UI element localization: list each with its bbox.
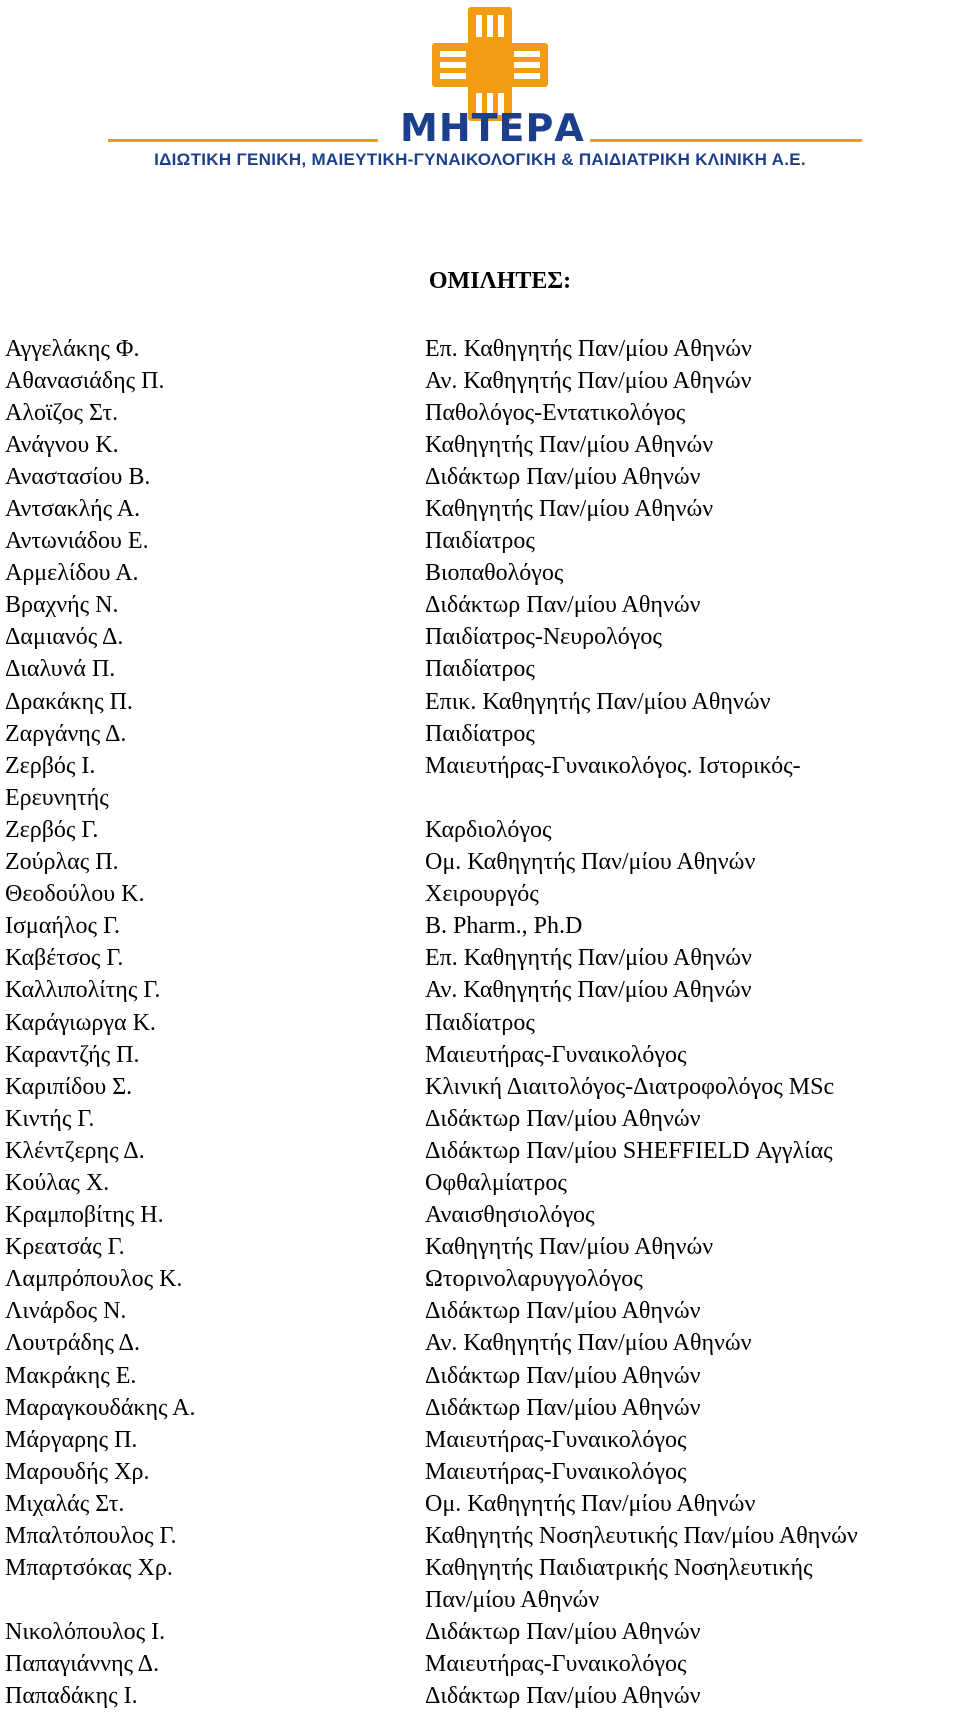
speaker-row	[5, 750, 960, 782]
speaker-name: Δρακάκης Π.	[5, 688, 133, 715]
speaker-row	[5, 1232, 960, 1264]
speaker-row	[5, 1520, 960, 1552]
speaker-name: Παπαδάκης Ι.	[5, 1683, 138, 1710]
speaker-title: Καθηγητής Παν/μίου Αθηνών	[425, 1234, 714, 1261]
speaker-title: Διδάκτωρ Παν/μίου Αθηνών	[425, 463, 701, 490]
speaker-row	[5, 814, 960, 846]
brand-name: ΜΗΤΕΡΑ	[400, 106, 585, 150]
speaker-name: Καράγιωργα Κ.	[5, 1009, 156, 1036]
speaker-row	[5, 493, 960, 525]
speaker-name: Μπαλτόπουλος Γ.	[5, 1523, 177, 1550]
speaker-name: Ανάγνου Κ.	[5, 431, 119, 458]
speaker-row	[5, 622, 960, 654]
speaker-row	[5, 943, 960, 975]
speaker-name: Αγγελάκης Φ.	[5, 335, 140, 362]
speaker-name: Ισμαήλος Γ.	[5, 913, 121, 940]
speaker-title: Διδάκτωρ Παν/μίου SHEFFIELD Αγγλίας	[425, 1137, 833, 1164]
speaker-row	[5, 782, 960, 814]
speaker-title: B. Pharm., Ph.D	[425, 913, 583, 940]
speaker-row	[5, 429, 960, 461]
speaker-name: Καλλιπολίτης Γ.	[5, 977, 161, 1004]
speaker-title: Παιδίατρος	[425, 656, 535, 683]
speaker-row	[5, 397, 960, 429]
speaker-title: Καθηγητής Παιδιατρικής Νοσηλευτικής	[425, 1555, 813, 1582]
speaker-title: Μαιευτήρας-Γυναικολόγος. Ιστορικός-	[425, 752, 801, 779]
speaker-title: Αν. Καθηγητής Παν/μίου Αθηνών	[425, 367, 752, 394]
speaker-name: Λινάρδος Ν.	[5, 1298, 127, 1325]
speaker-row	[5, 1392, 960, 1424]
speaker-name: Παπαγιάννης Δ.	[5, 1651, 160, 1678]
speaker-title: Κλινική Διαιτολόγος-Διατροφολόγος MSc	[425, 1073, 835, 1100]
speaker-title: Μαιευτήρας-Γυναικολόγος	[425, 1651, 687, 1678]
speaker-name: Μαρουδής Χρ.	[5, 1458, 150, 1485]
speaker-row	[5, 1456, 960, 1488]
speaker-title: Αν. Καθηγητής Παν/μίου Αθηνών	[425, 977, 752, 1004]
speaker-name: Νικολόπουλος Ι.	[5, 1619, 166, 1646]
speaker-name: Μάργαρης Π.	[5, 1426, 138, 1453]
speaker-name: Κραμποβίτης Η.	[5, 1202, 164, 1229]
speaker-name: Ζερβός Γ.	[5, 816, 99, 843]
speakers-heading: ΟΜΙΛΗΤΕΣ:	[428, 268, 572, 294]
speaker-title: Διδάκτωρ Παν/μίου Αθηνών	[425, 592, 701, 619]
speaker-name: Καβέτσος Γ.	[5, 945, 124, 972]
speaker-name: Αλοϊζος Στ.	[5, 399, 119, 426]
speaker-name: Κρεατσάς Γ.	[5, 1234, 125, 1261]
speaker-title: Επ. Καθηγητής Παν/μίου Αθηνών	[425, 945, 752, 972]
speaker-title: Μαιευτήρας-Γυναικολόγος	[425, 1041, 687, 1068]
speaker-name: Διαλυνά Π.	[5, 656, 116, 683]
speaker-name: Κούλας Χ.	[5, 1169, 110, 1196]
speaker-name: Κλέντζερης Δ.	[5, 1137, 145, 1164]
speaker-title: Διδάκτωρ Παν/μίου Αθηνών	[425, 1105, 701, 1132]
divider-left	[108, 139, 378, 142]
speaker-name: Ζαργάνης Δ.	[5, 720, 127, 747]
speaker-title: Διδάκτωρ Παν/μίου Αθηνών	[425, 1298, 701, 1325]
speaker-row	[5, 1649, 960, 1681]
speaker-row	[5, 975, 960, 1007]
speaker-title: Επ. Καθηγητής Παν/μίου Αθηνών	[425, 335, 752, 362]
speaker-row	[5, 1424, 960, 1456]
speaker-row	[5, 1200, 960, 1232]
speaker-row	[5, 1553, 960, 1585]
speaker-row	[5, 718, 960, 750]
divider-right	[590, 139, 862, 142]
speaker-title: Χειρουργός	[425, 881, 539, 908]
speaker-row	[5, 461, 960, 493]
speaker-title: Βιοπαθολόγος	[425, 560, 564, 587]
speaker-row	[5, 1488, 960, 1520]
speaker-title: Διδάκτωρ Παν/μίου Αθηνών	[425, 1394, 701, 1421]
speaker-name: Κιντής Γ.	[5, 1105, 95, 1132]
speaker-name: Δαμιανός Δ.	[5, 624, 124, 651]
speaker-name: Καραντζής Π.	[5, 1041, 140, 1068]
speaker-row	[5, 526, 960, 558]
speaker-title: Οφθαλμίατρος	[425, 1169, 567, 1196]
speaker-name: Βραχνής Ν.	[5, 592, 119, 619]
speaker-row	[5, 1103, 960, 1135]
speaker-row	[5, 1681, 960, 1713]
speaker-title: Ωτορινολαρυγγολόγος	[425, 1266, 643, 1293]
speaker-title: Μαιευτήρας-Γυναικολόγος	[425, 1458, 687, 1485]
speaker-name: Καριπίδου Σ.	[5, 1073, 133, 1100]
speaker-list	[5, 333, 960, 1713]
speaker-name: Μακράκης Ε.	[5, 1362, 137, 1389]
speaker-name: Μπαρτσόκας Χρ.	[5, 1555, 173, 1582]
speaker-name: Μαραγκουδάκης Α.	[5, 1394, 196, 1421]
speaker-row	[5, 1328, 960, 1360]
speaker-title: Επικ. Καθηγητής Παν/μίου Αθηνών	[425, 688, 771, 715]
speaker-row	[5, 1039, 960, 1071]
speaker-title: Διδάκτωρ Παν/μίου Αθηνών	[425, 1362, 701, 1389]
speaker-row	[5, 847, 960, 879]
speaker-name: Μιχαλάς Στ.	[5, 1490, 125, 1517]
speaker-title: Αναισθησιολόγος	[425, 1202, 595, 1229]
speaker-row	[5, 1071, 960, 1103]
speaker-row	[5, 333, 960, 365]
clinic-subtitle: ΙΔΙΩΤΙΚΗ ΓΕΝΙΚΗ, ΜΑΙΕΥΤΙΚΗ-ΓΥΝΑΙΚΟΛΟΓΙΚΗ & ΠΑΙΔΙΑΤΡΙΚΗ ΚΛΙΝΙΚΗ Α.Ε.	[154, 150, 806, 169]
speaker-title: Ομ. Καθηγητής Παν/μίου Αθηνών	[425, 1490, 756, 1517]
speaker-title: Αν. Καθηγητής Παν/μίου Αθηνών	[425, 1330, 752, 1357]
speaker-row	[5, 911, 960, 943]
speaker-name: Λουτράδης Δ.	[5, 1330, 140, 1357]
speaker-title: Διδάκτωρ Παν/μίου Αθηνών	[425, 1683, 701, 1710]
speaker-title: Παιδίατρος	[425, 1009, 535, 1036]
speaker-title: Διδάκτωρ Παν/μίου Αθηνών	[425, 1619, 701, 1646]
speaker-name: Αρμελίδου Α.	[5, 560, 139, 587]
speaker-title: Παιδίατρος	[425, 720, 535, 747]
speaker-title: Παν/μίου Αθηνών	[425, 1587, 600, 1614]
speaker-title: Παιδίατρος	[425, 528, 535, 555]
speaker-row	[5, 686, 960, 718]
speaker-name: Αθανασιάδης Π.	[5, 367, 165, 394]
speaker-row	[5, 558, 960, 590]
speaker-row	[5, 1360, 960, 1392]
speaker-title: Καθηγητής Παν/μίου Αθηνών	[425, 496, 714, 523]
speaker-name: Ζερβός Ι.	[5, 752, 96, 779]
speaker-name: Θεοδούλου Κ.	[5, 881, 145, 908]
speaker-row	[5, 1585, 960, 1617]
speaker-title: Παθολόγος-Εντατικολόγος	[425, 399, 686, 426]
speaker-row	[5, 1167, 960, 1199]
speaker-row	[5, 879, 960, 911]
speaker-name: Λαμπρόπουλος Κ.	[5, 1266, 183, 1293]
speaker-row	[5, 654, 960, 686]
speaker-row	[5, 365, 960, 397]
speaker-title: Ομ. Καθηγητής Παν/μίου Αθηνών	[425, 849, 756, 876]
speaker-name: Αντωνιάδου Ε.	[5, 528, 149, 555]
speaker-name: Ερευνητής	[5, 784, 109, 811]
speaker-row	[5, 1264, 960, 1296]
speaker-name: Αντσακλής Α.	[5, 496, 141, 523]
speaker-title: Παιδίατρος-Νευρολόγος	[425, 624, 662, 651]
speaker-row	[5, 1617, 960, 1649]
speaker-row	[5, 1296, 960, 1328]
speaker-row	[5, 1135, 960, 1167]
speaker-title: Καθηγητής Νοσηλευτικής Παν/μίου Αθηνών	[425, 1523, 858, 1550]
speaker-name: Αναστασίου Β.	[5, 463, 151, 490]
speaker-title: Καρδιολόγος	[425, 816, 552, 843]
speaker-title: Μαιευτήρας-Γυναικολόγος	[425, 1426, 687, 1453]
speaker-title: Καθηγητής Παν/μίου Αθηνών	[425, 431, 714, 458]
speaker-name: Ζούρλας Π.	[5, 849, 119, 876]
speaker-row	[5, 590, 960, 622]
speaker-row	[5, 1007, 960, 1039]
